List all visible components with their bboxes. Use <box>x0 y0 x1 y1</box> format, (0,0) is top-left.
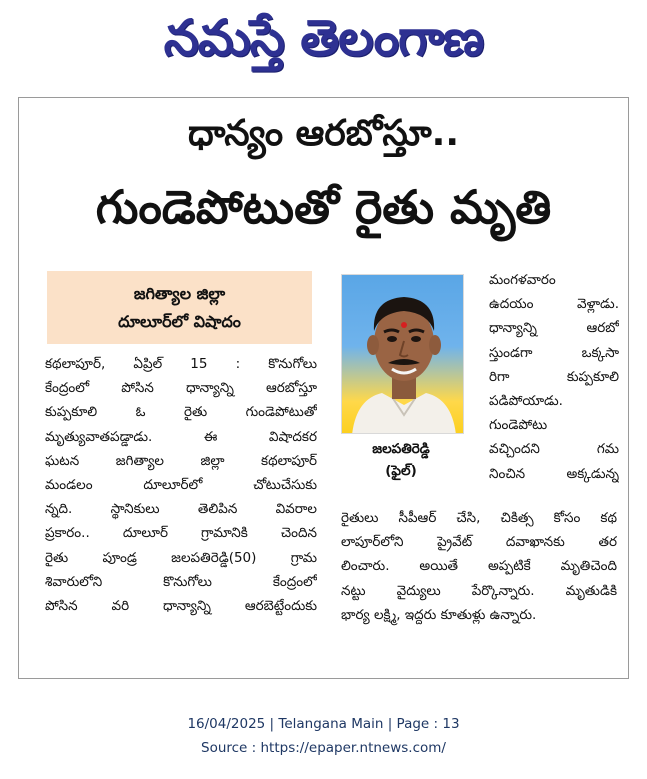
body-line: భార్య లక్ష్మి, ఇద్దరు కూతుళ్లు ఉన్నారు. <box>341 606 537 623</box>
photo-caption-tag: (ఫైల్‌) <box>385 463 417 479</box>
body-line: ప్రకారం.. దూలూర్‌ గ్రామానికి చెందిన <box>45 525 317 542</box>
body-line: రైతు పూండ్ర జలపతిరెడ్డి(50) గ్రామ <box>45 549 317 566</box>
article-column-bottom <box>341 506 617 651</box>
body-line: పోసిన వరి ధాన్యాన్ని ఆరబెట్టేందుకు <box>45 598 317 615</box>
farmer-photo <box>341 274 464 434</box>
subheadline-line-2: దూలూర్‌లో విషాదం <box>118 311 241 331</box>
portrait-illustration <box>342 275 464 434</box>
headline-line-2: గుండెపోటుతో రైతు మృతి <box>95 180 552 234</box>
body-line: గుండెపోటు <box>489 417 548 434</box>
headline-line-1: ధాన్యం ఆరబోస్తూ.. <box>187 113 459 154</box>
body-line: కుప్పకూలి ఓ రైతు గుండెపోటుతో <box>45 404 317 421</box>
subheadline-box <box>47 271 312 344</box>
body-line: ఘటన జగిత్యాల జిల్లా కథలాపూర్‌ <box>45 452 317 469</box>
body-line: కథలాపూర్‌, ఏప్రిల్‌ 15 : కొనుగోలు <box>45 356 317 372</box>
body-line: కేంద్రంలో పోసిన ధాన్యాన్ని ఆరబోస్తూ <box>45 380 317 397</box>
newspaper-logo-title: నమస్తే తెలంగాణ <box>163 8 484 67</box>
body-line: ఉదయం వెళ్లాడు. <box>489 296 619 313</box>
body-line: మండలం దూలూర్‌లో చోటుచేసుకు <box>45 477 317 494</box>
body-line: శివారులోని కొనుగోలు కేంద్రంలో <box>45 573 317 590</box>
body-line: రైతులు సీపీఆర్‌ చేసి, చికిత్స కోసం కథ <box>341 510 617 526</box>
article-column-left <box>45 352 317 657</box>
body-line: మంగళవారం <box>489 272 556 288</box>
photo-caption <box>331 438 471 482</box>
source-footer <box>0 712 647 760</box>
body-line: నించిన అక్కడున్న <box>489 465 619 482</box>
body-line: లాపూర్‌లోని ప్రైవేట్‌ దవాఖానకు తర <box>341 534 617 551</box>
article-clipping <box>18 97 629 679</box>
footer-date-page: 16/04/2025 | Telangana Main | Page : 13 <box>187 716 460 732</box>
body-line: స్తుండగా ఒక్కసా <box>489 344 619 361</box>
masthead <box>0 4 647 84</box>
body-line: లించారు. అయితే అప్పటికే మృతిచెంది <box>341 558 617 575</box>
body-line: న్నది. స్థానికులు తెలిపిన వివరాల <box>45 501 317 518</box>
body-line: నట్టు వైద్యులు పేర్కొన్నారు. మృతుడికి <box>341 582 617 599</box>
footer-source-link[interactable]: Source : https://epaper.ntnews.com/ <box>201 740 446 756</box>
body-line: ధాన్యాన్ని ఆరబో <box>489 320 619 337</box>
body-line: పడిపోయాడు. <box>489 393 563 410</box>
body-line: రిగా కుప్పకూలి <box>489 368 619 385</box>
photo-caption-name: జలపతిరెడ్డి <box>372 441 430 457</box>
subheadline-line-1: జగిత్యాల జిల్లా <box>133 283 226 303</box>
body-line: మృత్యువాతపడ్డాడు. ఈ విషాదకర <box>45 428 317 445</box>
body-line: వచ్చిందని గమ <box>489 441 619 458</box>
